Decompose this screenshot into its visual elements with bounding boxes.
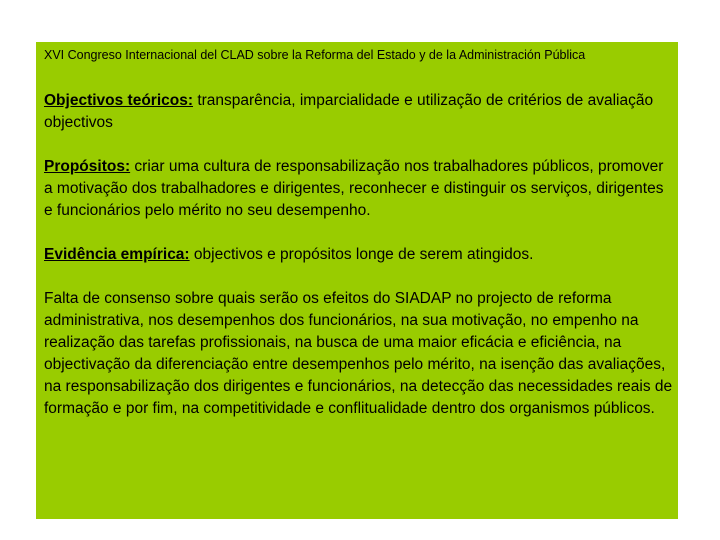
text-empirical-evidence: objectivos e propósitos longe de serem atingidos. — [189, 246, 534, 263]
term-purposes: Propósitos: — [44, 158, 131, 175]
term-theoretical-objectives: Objectivos teóricos: — [44, 92, 194, 109]
paragraph-purposes — [44, 156, 676, 222]
paragraph-empirical-evidence — [44, 244, 676, 266]
conference-header: XVI Congreso Internacional del CLAD sobre la Reforma del Estado y de la Administración Pública — [44, 48, 586, 62]
text-purposes: criar uma cultura de responsabilização nos trabalhadores públicos, promover a motivação dos trabalhadores e dirigentes, reconhecer e distinguir os serviços, dirigentes e funcionários pelo mérito no seu desempenho. — [44, 158, 664, 219]
text-lack-of-consensus: Falta de consenso sobre quais serão os efeitos do SIADAP no projecto de reforma administrativa, nos desempenhos dos funcionários, na sua motivação, no empenho na realização das tarefas profissionais, na busca de uma maior eficácia e eficiência, na objectivação da diferenciação entre desempenhos pelo mérito, na isenção das avaliações, na responsabilização dos dirigentes e funcionários, na detecção das necessidades reais de formação e por fim, na competitividade e conflitualidade dentro dos organismos públicos. — [44, 290, 673, 417]
term-empirical-evidence: Evidência empírica: — [44, 246, 190, 263]
slide-content — [44, 90, 676, 442]
paragraph-lack-of-consensus — [44, 288, 676, 420]
paragraph-theoretical-objectives — [44, 90, 676, 134]
text-theoretical-objectives: transparência, imparcialidade e utilização de critérios de avaliação objectivos — [44, 92, 654, 131]
slide-panel — [36, 42, 678, 519]
